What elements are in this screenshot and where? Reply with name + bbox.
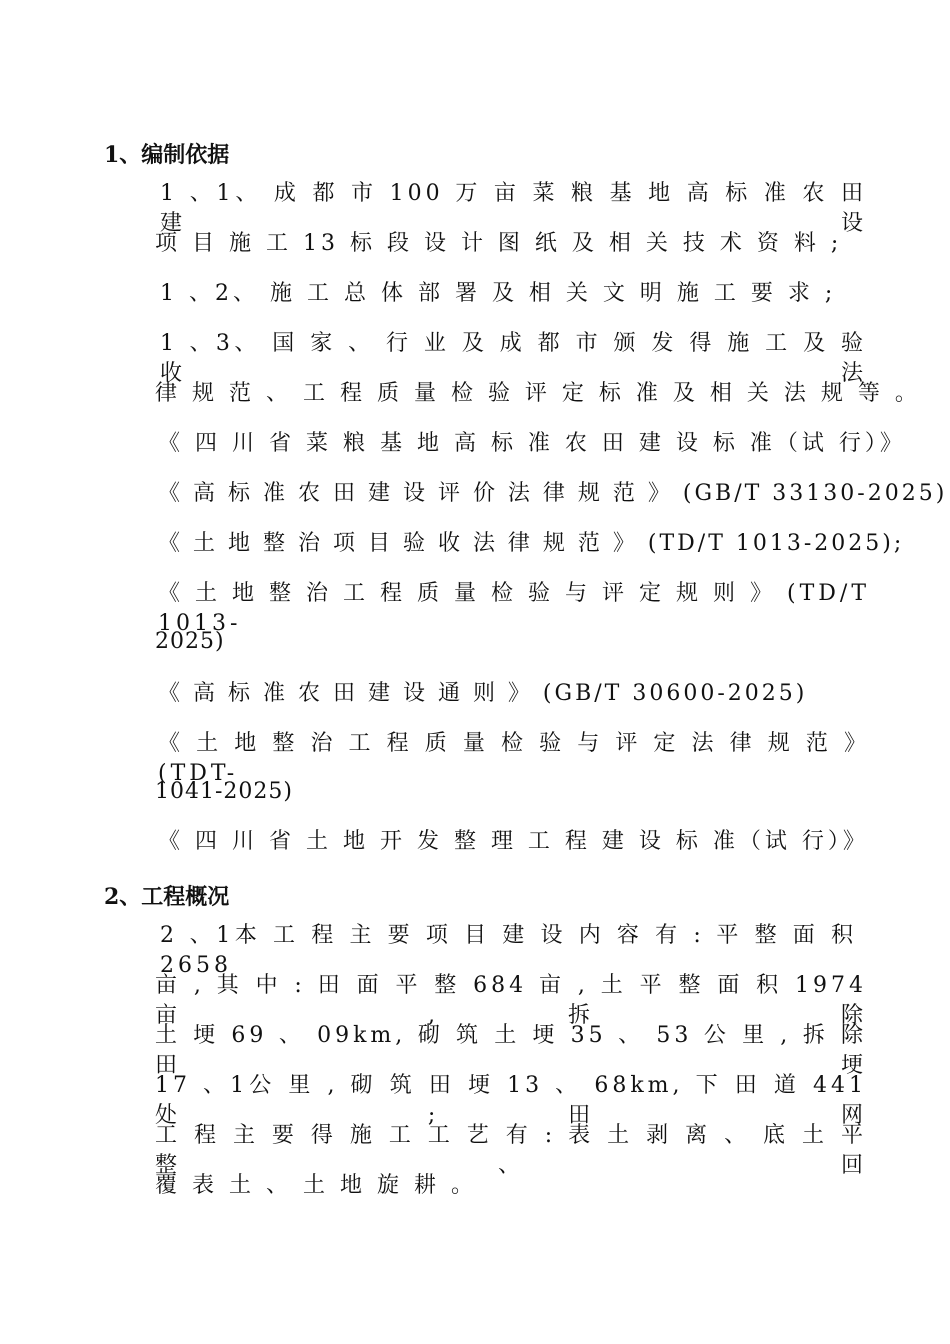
section-1-line: 律 规 范 、 工 程 质 量 检 验 评 定 标 准 及 相 关 法 规 等 。: [155, 381, 921, 406]
section-2-heading: 2、工程概况: [104, 884, 230, 910]
section-2-line: 土 埂 69 、 09km, 砌 筑 土 埂 35 、 53 公 里 , 拆 除 田 埂: [155, 1023, 867, 1078]
section-1-line: 《 土 地 整 治 工 程 质 量 检 验 与 评 定 法 律 规 范 》 (TDT-: [158, 731, 870, 786]
section-1-line: 1 、3、 国 家 、 行 业 及 成 都 市 颁 发 得 施 工 及 验 收 法: [160, 331, 867, 386]
section-1-line: 1 、1、 成 都 市 100 万 亩 菜 粮 基 地 高 标 准 农 田 建 设: [160, 181, 867, 236]
section-1-line: 《 土 地 整 治 工 程 质 量 检 验 与 评 定 规 则 》 (TD/T 1013-: [158, 581, 870, 636]
section-2-line: 工 程 主 要 得 施 工 工 艺 有 : 表 土 剥 离 、 底 土 平 整 、 回: [155, 1123, 867, 1178]
section-2-line: 亩 , 其 中 : 田 面 平 整 684 亩 , 土 平 整 面 积 1974 亩 , 拆 除: [155, 973, 867, 1028]
section-1-line: 《 土 地 整 治 项 目 验 收 法 律 规 范 》 (TD/T 1013-2025);: [158, 531, 905, 556]
section-2-line: 17 、1公 里 , 砌 筑 田 埂 13 、 68km, 下 田 道 441 处 ; 田 网: [155, 1073, 867, 1128]
section-1-line: 1041-2025): [155, 779, 293, 804]
section-1-line: 项 目 施 工 13 标 段 设 计 图 纸 及 相 关 技 术 资 料 ;: [155, 231, 843, 256]
section-1-line: 《 高 标 准 农 田 建 设 通 则 》 (GB/T 30600-2025): [158, 681, 808, 706]
section-1-heading: 1、编制依据: [104, 142, 230, 168]
section-1-line: 1 、2、 施 工 总 体 部 署 及 相 关 文 明 施 工 要 求 ;: [160, 281, 837, 306]
section-2-line: 覆 表 土 、 土 地 旋 耕 。: [155, 1173, 477, 1198]
section-1-line: 《 四 川 省 土 地 开 发 整 理 工 程 建 设 标 准（试 行）》: [158, 829, 869, 854]
section-1-line: 2025): [155, 629, 225, 654]
section-2-line: 2 、1本 工 程 主 要 项 目 建 设 内 容 有 : 平 整 面 积 2658: [160, 923, 857, 978]
section-1-line: 《 四 川 省 菜 粮 基 地 高 标 准 农 田 建 设 标 准（试 行）》: [158, 431, 906, 456]
section-1-line: 《 高 标 准 农 田 建 设 评 价 法 律 规 范 》 (GB/T 33130-2025): [158, 481, 948, 506]
